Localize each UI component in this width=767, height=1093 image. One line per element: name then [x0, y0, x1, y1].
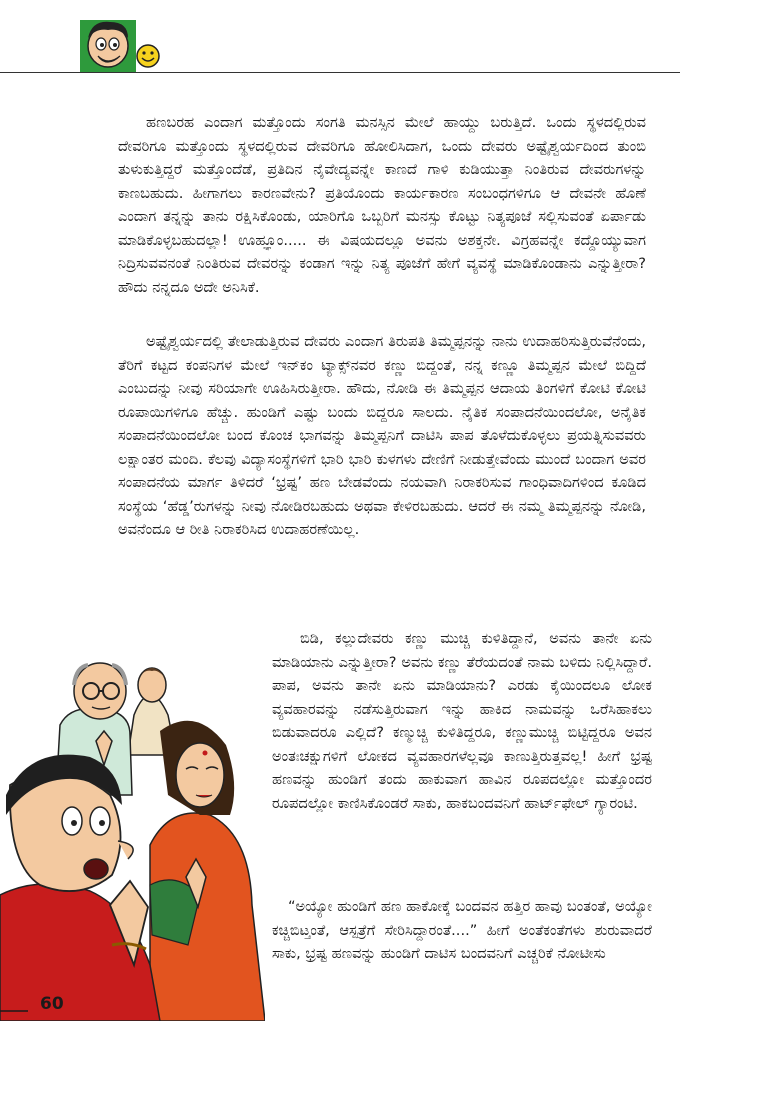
devotees-praying-illustration [0, 645, 265, 1021]
paragraph-3: ಬಿಡಿ, ಕಲ್ಲುದೇವರು ಕಣ್ಣು ಮುಚ್ಚಿ ಕುಳಿತಿದ್ದಾನೆ, ಅವನು ತಾನೇ ಏನು ಮಾಡಿಯಾನು ಎನ್ನುತ್ತೀರಾ? ಅವನು ಕಣ್ಣು ತೆರೆಯದಂತೆ ನಾಮ ಬಳಿದು ನಿಲ್ಲಿಸಿದ್ದಾರೆ. ಪಾಪ, ಅವನು ತಾನೇ ಏನು ಮಾಡಿಯಾನು? ಎರಡು ಕೈಯಿಂದಲೂ ಲೋಕ ವ್ಯವಹಾರವನ್ನು ನಡೆಸುತ್ತಿರುವಾಗ ಇನ್ನು ಹಾಕಿದ ನಾಮವನ್ನು ಒರೆಸಿಹಾಕಲು ಬಿಡುವಾದರೂ ಎಲ್ಲಿದೆ? ಕಣ್ಮುಚ್ಚಿ ಕುಳಿತಿದ್ದರೂ, ಕಣ್ಣುಮುಚ್ಚಿ ಬಿಟ್ಟಿದ್ದರೂ ಅವನ ಅಂತಃಚಕ್ಷುಗಳಿಗೆ ಲೋಕದ ವ್ಯವಹಾರಗಳೆಲ್ಲವೂ ಕಾಣುತ್ತಿರುತ್ತವಲ್ಲ! ಹೀಗೆ ಭ್ರಷ್ಟ ಹಣವನ್ನು ಹುಂಡಿಗೆ ತಂದು ಹಾಕುವಾಗ ಹಾವಿನ ರೂಪದಲ್ಲೋ ಮತ್ತೊಂದರ ರೂಪದಲ್ಲೋ ಕಾಣಿಸಿಕೊಂಡರೆ ಸಾಕು, ಹಾಕಬಂದವನಿಗೆ ಹಾರ್ಟ್‌ಫೇಲ್ ಗ್ಯಾರಂಟಿ. [272, 630, 652, 812]
header-divider [0, 72, 680, 73]
page-number: 60 [40, 994, 64, 1014]
paragraph-1: ಹಣಬರಹ ಎಂದಾಗ ಮತ್ತೊಂದು ಸಂಗತಿ ಮನಸ್ಸಿನ ಮೇಲೆ ಹಾಯ್ದು ಬರುತ್ತಿದೆ. ಒಂದು ಸ್ಥಳದಲ್ಲಿರುವ ದೇವರಿಗೂ ಮತ್ತೊಂದು ಸ್ಥಳದಲ್ಲಿರುವ ದೇವರಿಗೂ ಹೋಲಿಸಿದಾಗ, ಒಂದು ದೇವರು ಅಷ್ಟೈಶ್ವರ್ಯದಿಂದ ತುಂಬಿ ತುಳುಕುತ್ತಿದ್ದರೆ ಮತ್ತೊಂದೆಡೆ, ಪ್ರತಿದಿನ ನೈವೇದ್ಯವನ್ನೇ ಕಾಣದೆ ಗಾಳಿ ಕುಡಿಯುತ್ತಾ ನಿಂತಿರುವ ದೇವರುಗಳನ್ನು ಕಾಣಬಹುದು. ಹೀಗಾಗಲು ಕಾರಣವೇನು? ಪ್ರತಿಯೊಂದು ಕಾರ್ಯಕಾರಣ ಸಂಬಂಧಗಳಿಗೂ ಆ ದೇವನೇ ಹೊಣೆ ಎಂದಾಗ ತನ್ನನ್ನು ತಾನು ರಕ್ಷಿಸಿಕೊಂಡು, ಯಾರಿಗೊ ಒಬ್ಬರಿಗೆ ಮನಸ್ಸು ಕೊಟ್ಟು ನಿತ್ಯಪೂಜೆ ಸಲ್ಲಿಸುವಂತೆ ಏರ್ಪಾಡು ಮಾಡಿಕೊಳ್ಳಬಹುದಲ್ಲಾ! ಊಹ್ಞೂಂ..... ಈ ವಿಷಯದಲ್ಲೂ ಅವನು ಅಶಕ್ತನೇ. ವಿಗ್ರಹವನ್ನೇ ಕದ್ದೊಯ್ಯುವಾಗ ನಿದ್ರಿಸುವವನಂತೆ ನಿಂತಿರುವ ದೇವರನ್ನು ಕಂಡಾಗ ಇನ್ನು ನಿತ್ಯ ಪೂಜೆಗೆ ಹೇಗೆ ವ್ಯವಸ್ಥೆ ಮಾಡಿಕೊಂಡಾನು ಎನ್ನುತ್ತೀರಾ? ಹೌದು ನನ್ನದೂ ಅದೇ ಅನಿಸಿಕೆ. [118, 114, 646, 296]
paragraph-2: ಅಷ್ಟೈಶ್ವರ್ಯದಲ್ಲಿ ತೇಲಾಡುತ್ತಿರುವ ದೇವರು ಎಂದಾಗ ತಿರುಪತಿ ತಿಮ್ಮಪ್ಪನನ್ನು ನಾನು ಉದಾಹರಿಸುತ್ತಿರುವೆನೆಂದು, ತೆರಿಗೆ ಕಟ್ಟದ ಕಂಪನಿಗಳ ಮೇಲೆ ಇನ್‌ಕಂ ಟ್ಯಾಕ್ಸ್‌ನವರ ಕಣ್ಣು ಬಿದ್ದಂತೆ, ನನ್ನ ಕಣ್ಣೂ ತಿಮ್ಮಪ್ಪನ ಮೇಲೆ ಬಿದ್ದಿದೆ ಎಂಬುದನ್ನು ನೀವು ಸರಿಯಾಗೇ ಊಹಿಸಿರುತ್ತೀರಾ. ಹೌದು, ನೋಡಿ ಈ ತಿಮ್ಮಪ್ಪನ ಆದಾಯ ತಿಂಗಳಿಗೆ ಕೋಟಿ ಕೋಟಿ ರೂಪಾಯಿಗಳಿಗೂ ಹೆಚ್ಚು. ಹುಂಡಿಗೆ ಎಷ್ಟು ಬಂದು ಬಿದ್ದರೂ ಸಾಲದು. ನೈತಿಕ ಸಂಪಾದನೆಯಿಂದಲೋ, ಅನೈತಿಕ ಸಂಪಾದನೆಯಿಂದಲೋ ಬಂದ ಕೊಂಚ ಭಾಗವನ್ನು ತಿಮ್ಮಪ್ಪನಿಗೆ ದಾಟಿಸಿ ಪಾಪ ತೊಳೆದುಕೊಳ್ಳಲು ಪ್ರಯತ್ನಿಸುವವರು ಲಕ್ಷಾಂತರ ಮಂದಿ. ಕೆಲವು ವಿದ್ಯಾಸಂಸ್ಥೆಗಳಿಗೆ ಭಾರಿ ಭಾರಿ ಕುಳಗಳು ದೇಣಿಗೆ ನೀಡುತ್ತೇವೆಂದು ಮುಂದೆ ಬಂದಾಗ ಅವರ ಸಂಪಾದನೆಯ ಮಾರ್ಗ ತಿಳಿದರೆ ‘ಭ್ರಷ್ಟ’ ಹಣ ಬೇಡವೆಂದು ನಯವಾಗಿ ನಿರಾಕರಿಸುವ ಗಾಂಧಿವಾದಿಗಳಿಂದ ಕೂಡಿದ ಸಂಸ್ಥೆಯ ‘ಹೆಡ್ಡ’ರುಗಳನ್ನು ನೀವು ನೋಡಿರಬಹುದು ಅಥವಾ ಕೇಳಿರಬಹುದು. ಆದರೆ ಈ ನಮ್ಮ ತಿಮ್ಮಪ್ಪನನ್ನು ನೋಡಿ, ಅವನೆಂದೂ ಆ ರೀತಿ ನಿರಾಕರಿಸಿದ ಉದಾಹರಣೆಯಿಲ್ಲ. [118, 333, 646, 538]
cartoon-face-smiley-icon [74, 16, 166, 72]
paragraph-4: “ಅಯ್ಯೋ ಹುಂಡಿಗೆ ಹಣ ಹಾಕೋಕ್ಕೆ ಬಂದವನ ಹತ್ತಿರ ಹಾವು ಬಂತಂತೆ, ಅಯ್ಯೋ ಕಚ್ಚಿಬಿಟ್ತಂತೆ, ಆಸ್ಪತ್ರೆಗೆ ಸೇರಿಸಿದ್ದಾರಂತೆ....” ಹೀಗೆ ಅಂತೆಕಂತೆಗಳು ಶುರುವಾದರೆ ಸಾಕು, ಭ್ರಷ್ಟ ಹಣವನ್ನು ಹುಂಡಿಗೆ ದಾಟಿಸ ಬಂದವನಿಗೆ ಎಚ್ಚರಿಕೆ ನೋಟೀಸು [272, 898, 652, 962]
